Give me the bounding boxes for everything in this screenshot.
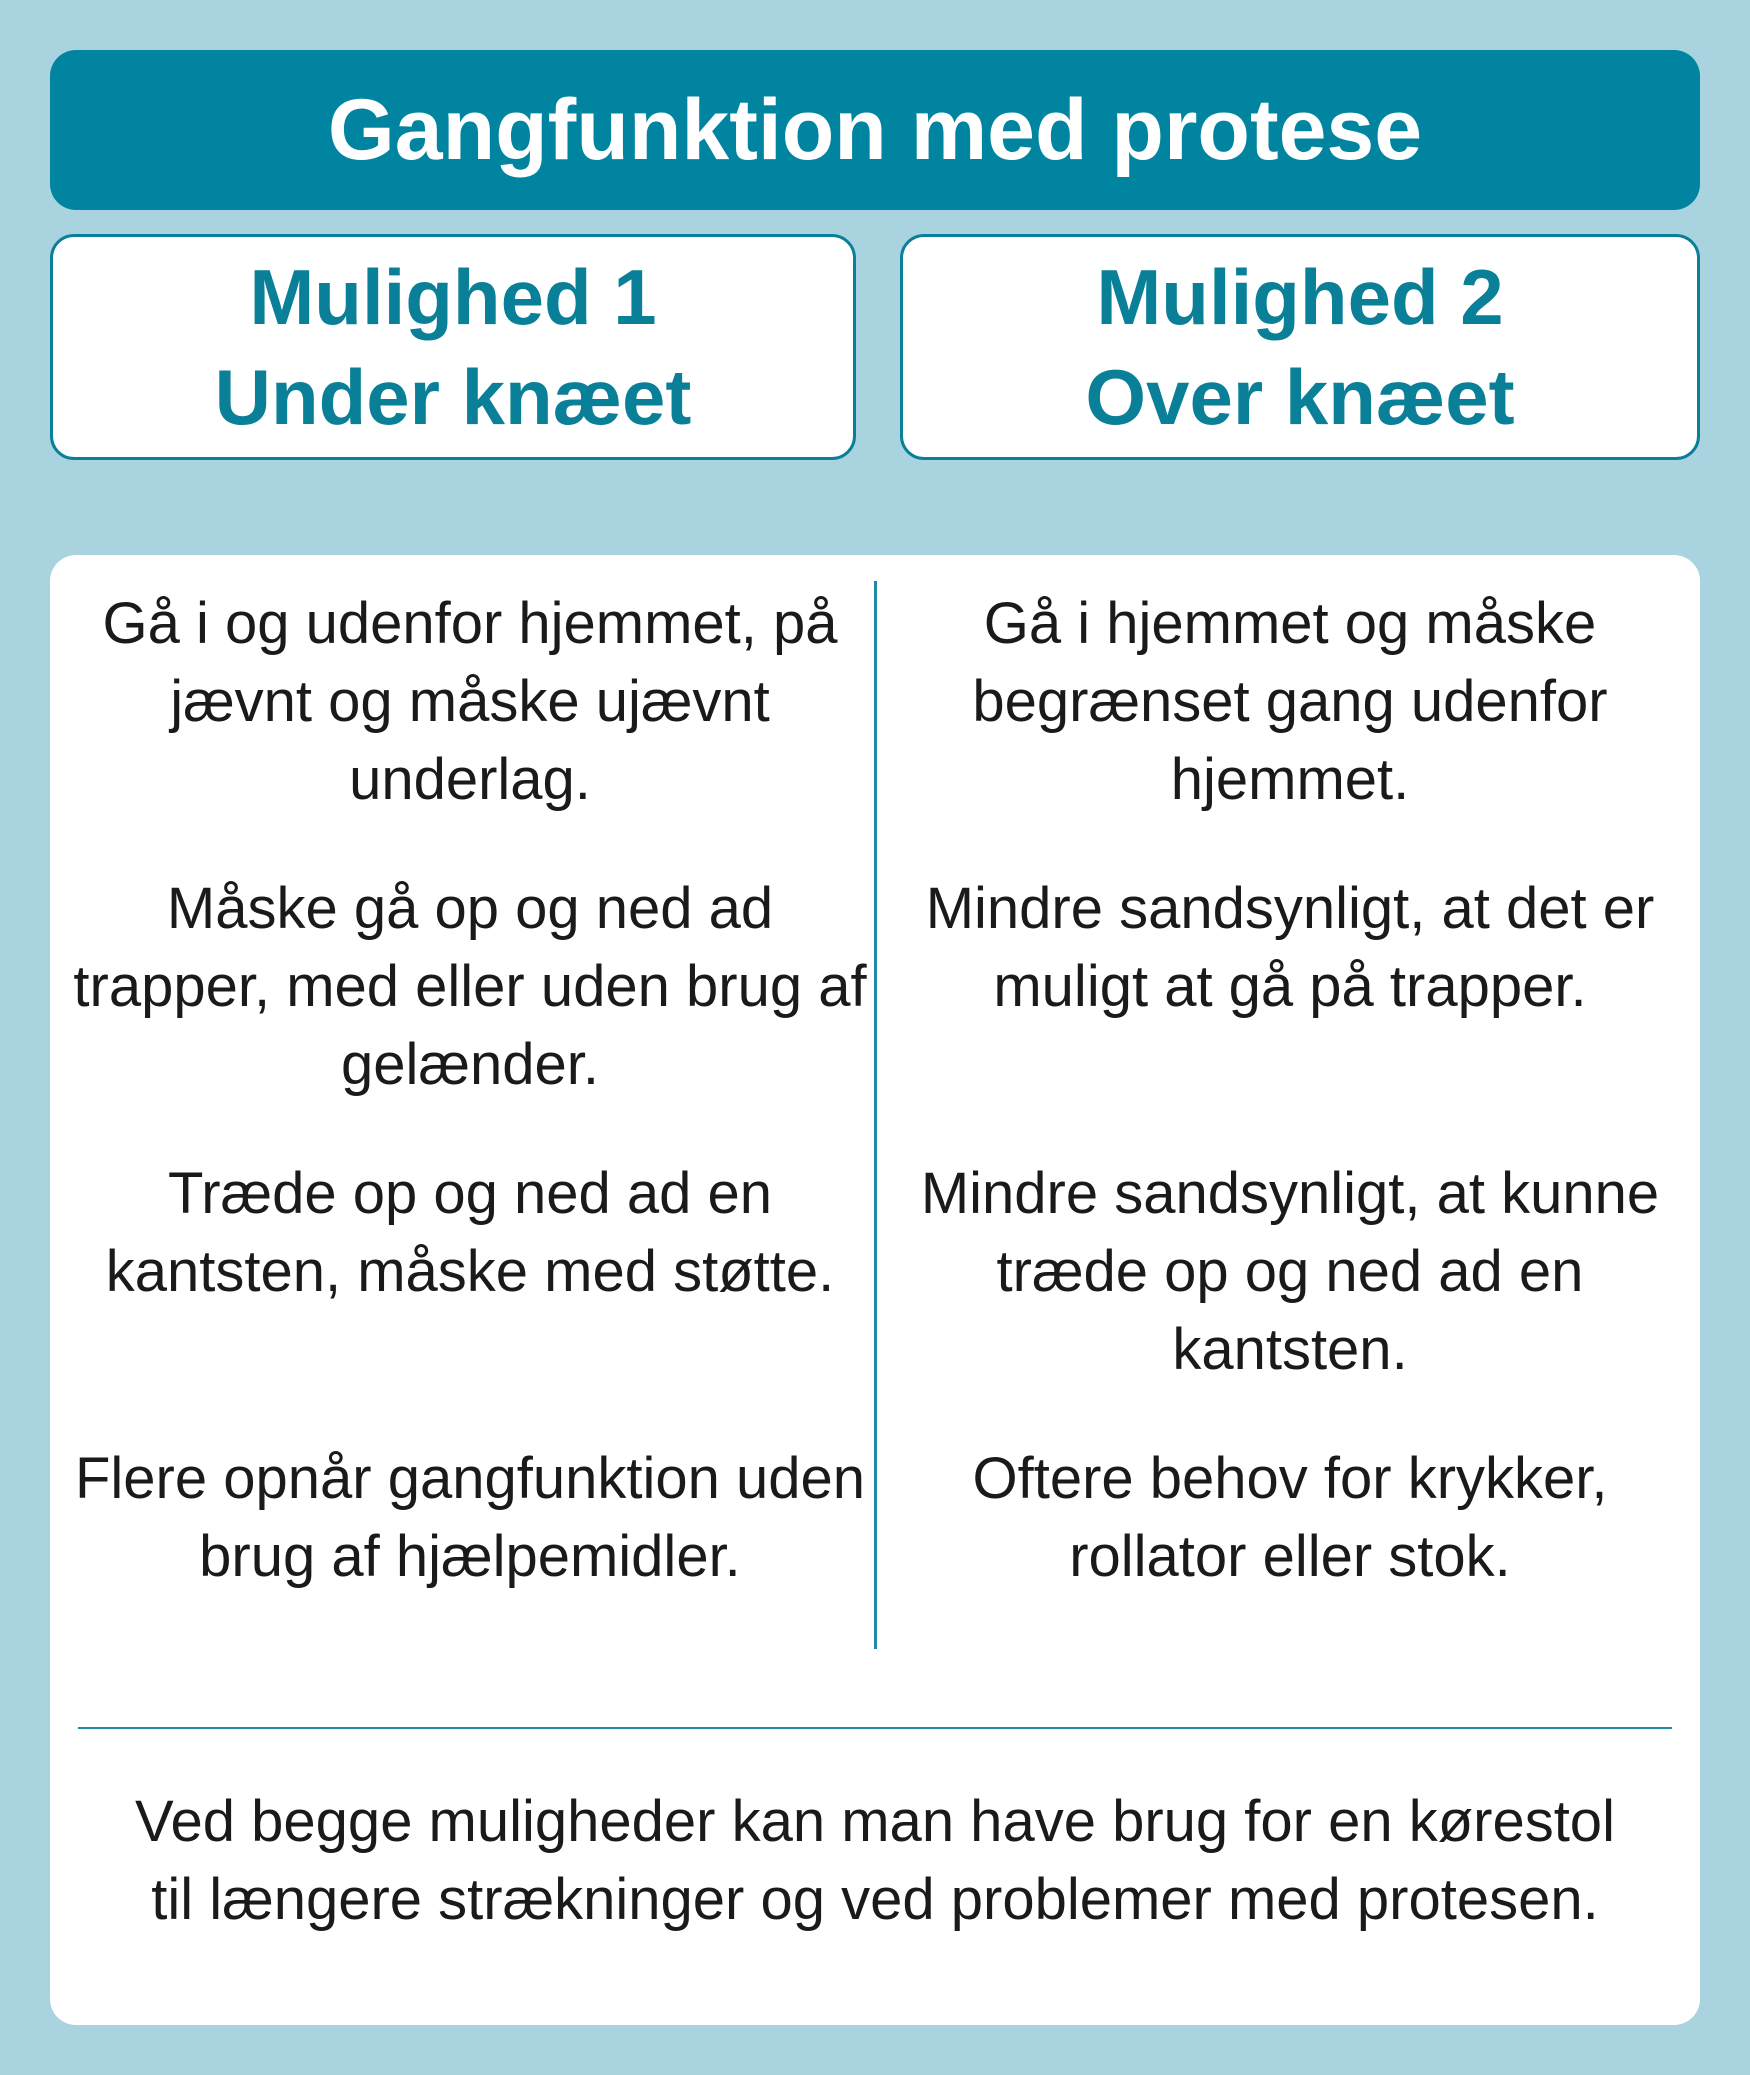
page-title: Gangfunktion med protese — [327, 81, 1423, 178]
option-1-point: Flere opnår gangfunktion uden brug af hjælpemidler. — [74, 1446, 866, 1589]
option-1-point: Træde op og ned ad en kantsten, måske med støtte. — [105, 1161, 835, 1304]
option-1-point: Gå i og udenfor hjemmet, på jævnt og måske ujævnt underlag. — [102, 591, 838, 812]
title-banner — [50, 50, 1700, 210]
option-2-label: Mulighed 2 — [1096, 253, 1504, 341]
comparison-card — [50, 555, 1700, 2025]
column-divider — [874, 581, 877, 1649]
option-2-column — [900, 585, 1680, 1596]
option-1-header — [50, 234, 856, 460]
option-2-header — [900, 234, 1700, 460]
option-1-point: Måske gå op og ned ad trapper, med eller uden brug af gelænder. — [73, 876, 867, 1097]
option-2-point: Mindre sandsynligt, at kunne træde op og ned ad en kantsten. — [920, 1161, 1660, 1382]
option-2-point: Mindre sandsynligt, at det er muligt at gå på trapper. — [925, 876, 1655, 1019]
option-2-subtitle: Over knæet — [1085, 353, 1515, 441]
section-divider — [78, 1727, 1672, 1729]
footer-note: Ved begge muligheder kan man have brug for en kørestol til længere strækninger og ved problemer med protesen. — [135, 1789, 1615, 1932]
option-1-column — [70, 585, 870, 1596]
option-1-subtitle: Under knæet — [214, 353, 692, 441]
option-1-label: Mulighed 1 — [249, 253, 657, 341]
option-2-point: Oftere behov for krykker, rollator eller stok. — [972, 1446, 1608, 1589]
option-2-point: Gå i hjemmet og måske begrænset gang udenfor hjemmet. — [972, 591, 1608, 812]
